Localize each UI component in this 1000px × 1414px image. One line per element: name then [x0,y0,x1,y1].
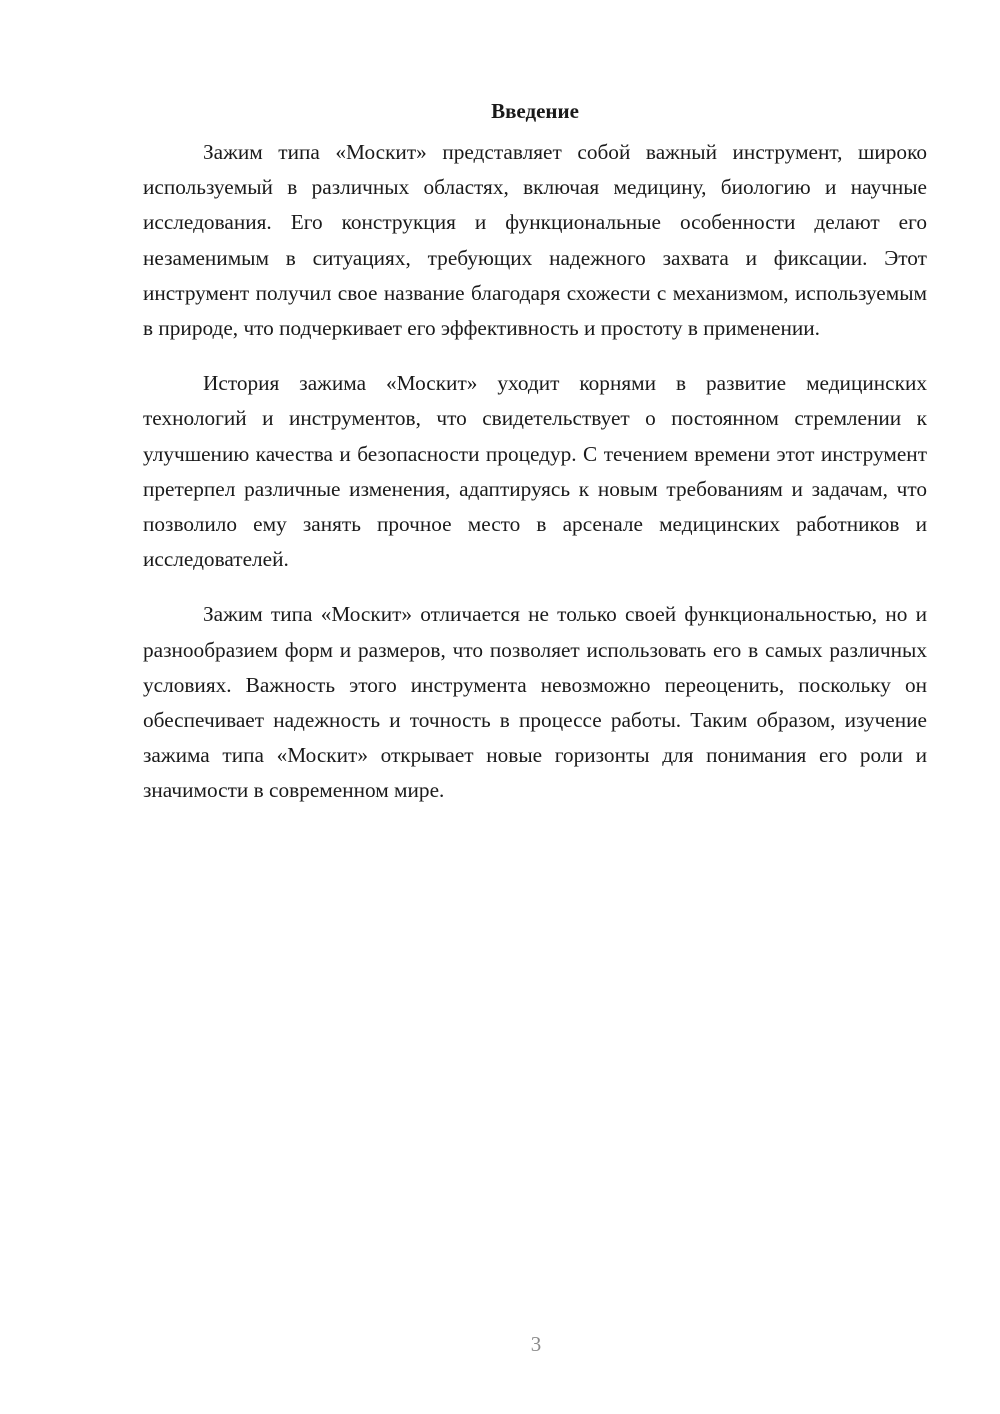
section-heading: Введение [491,99,579,123]
page-number: 3 [530,1332,542,1356]
paragraph-1: Зажим типа «Москит» представляет собой важный инструмент, широко используемый в различных областях, включая медицину, биологию и научные исследования. Его конструкция и функциональные особенности делают его незаменимым в ситуациях, требующих надежного захвата и фиксации. Этот инструмент получил свое название благодаря схожести с механизмом, используемым в природе, что подчеркивает его эффективность и простоту в применении. [143,140,927,341]
document-body [143,94,927,829]
paragraph-2: История зажима «Москит» уходит корнями в развитие медицинских технологий и инструментов, что свидетельствует о постоянном стремлении к улучшению качества и безопасности процедур. С течением времени этот инструмент претерпел различные изменения, адаптируясь к новым требованиям и задачам, что позволило ему занять прочное место в арсенале медицинских работников и исследователей. [143,371,927,572]
paragraph-3: Зажим типа «Москит» отличается не только своей функциональностью, но и разнообразием форм и размеров, что позволяет использовать его в самых различных условиях. Важность этого инструмента невозможно переоценить, поскольку он обеспечивает надежность и точность в процессе работы. Таким образом, изучение зажима типа «Москит» открывает новые горизонты для понимания его роли и значимости в современном мире. [143,602,927,803]
